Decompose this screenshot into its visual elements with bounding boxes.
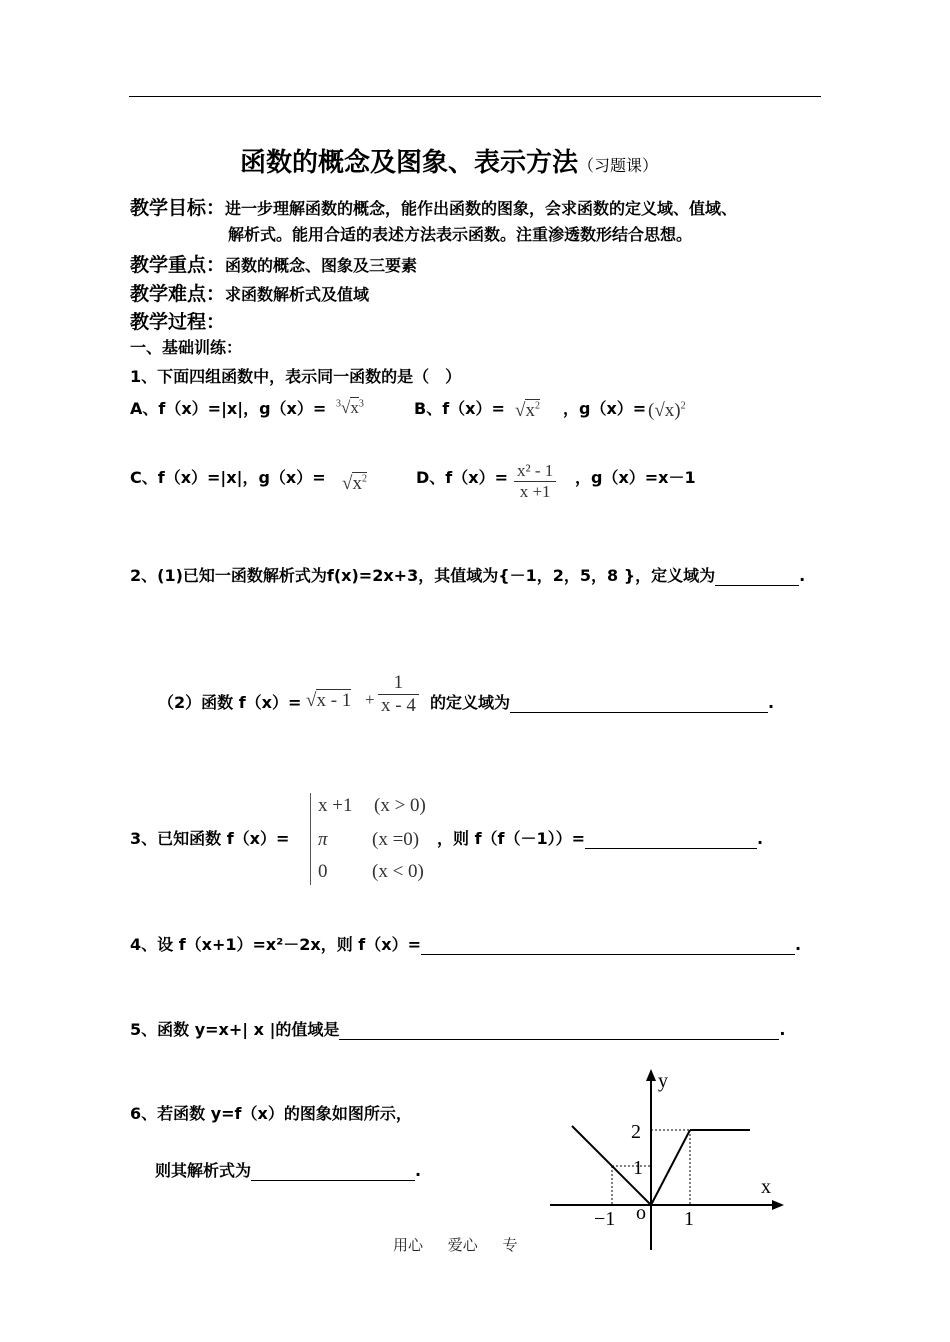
- q6-answer-blank: [251, 1162, 415, 1181]
- q5: 5、函数 y=x+| x |的值域是 .: [130, 1020, 786, 1039]
- q2-part2-tail: 的定义域为 .: [430, 693, 775, 712]
- x-label: x: [761, 1176, 771, 1198]
- tick-xm1: −1: [594, 1208, 616, 1230]
- q1-option-d: D、f（x）=: [416, 468, 508, 487]
- q3-case-3: 0 (x < 0): [318, 861, 424, 882]
- q4-answer-blank: [421, 936, 795, 955]
- q2-part2-answer-blank: [510, 694, 768, 713]
- q3-label: 3、已知函数 f（x）=: [130, 829, 290, 848]
- y-label: y: [658, 1070, 668, 1092]
- page-title: 函数的概念及图象、表示方法（习题课）: [240, 148, 659, 178]
- teaching-difficulty: 教学难点：求函数解析式及值域: [130, 283, 370, 305]
- tick-x1: 1: [684, 1208, 694, 1230]
- function-graph: [540, 1065, 800, 1257]
- q1-option-d-g: ，g（x）=x－1: [575, 468, 696, 487]
- q1-b-sqrt-squared: $(√x)^2$: [648, 400, 686, 421]
- q2-part1: 2、(1)已知一函数解析式为f(x)=2x+3，其值域为{－1，2，5，8 }，定义域为 .: [130, 566, 806, 585]
- q1-stem: 1、下面四组函数中，表示同一函数的是（ ）: [130, 367, 462, 386]
- teaching-key: 教学重点：函数的概念、图象及三要素: [130, 254, 418, 276]
- q1-c-sqrt: $√x^2$: [342, 473, 367, 494]
- q1-option-b: B、f（x）=: [414, 399, 505, 418]
- teaching-goal-line2: 解析式。能用合适的表述方法表示函数。注重渗透数形结合思想。: [228, 225, 693, 244]
- y-axis-arrow: [646, 1069, 656, 1081]
- graph-middle-segment: [651, 1130, 690, 1205]
- q1-a-cube-root: $^3√x^3$: [336, 398, 364, 417]
- tick-y1: 1: [633, 1157, 643, 1179]
- q1-option-c: C、f（x）=|x|，g（x）=: [130, 468, 326, 487]
- q1-b-sqrt: $√x^2$: [515, 400, 540, 421]
- q2-part1-answer-blank: [715, 567, 799, 586]
- q5-answer-blank: [339, 1021, 779, 1040]
- section-basic-training: 一、基础训练：: [130, 338, 243, 357]
- q2-plus: +: [365, 690, 375, 709]
- page-footer: 用心 爱心 专: [393, 1236, 518, 1254]
- q1-option-a: A、f（x）=|x|，g（x）=: [130, 399, 327, 418]
- q3-case-1: x +1 (x > 0): [318, 795, 426, 816]
- teaching-process: 教学过程：: [130, 311, 226, 333]
- q2-sqrt: √x - 1: [306, 690, 352, 711]
- x-axis-arrow: [772, 1200, 784, 1210]
- q4: 4、设 f（x+1）=x²－2x，则 f（x）= .: [130, 935, 802, 954]
- tick-y2: 2: [631, 1121, 641, 1143]
- q3-tail: ，则 f（f（－1））= .: [437, 829, 764, 848]
- q2-part2-label: （2）函数 f（x）=: [158, 693, 302, 712]
- q6-line1: 6、若函数 y=f（x）的图象如图所示，: [130, 1104, 412, 1123]
- teaching-goal: 教学目标：进一步理解函数的概念，能作出函数的图象，会求函数的定义域、值域、: [130, 197, 738, 219]
- q2-fraction: $\frac{1}{x - 4}$: [378, 672, 419, 717]
- title-subtitle: （习题课）: [578, 156, 659, 175]
- top-rule: [129, 96, 821, 97]
- q3-brace: [310, 793, 315, 885]
- q3-answer-blank: [585, 830, 757, 849]
- q6-line2: 则其解析式为 .: [155, 1161, 422, 1180]
- origin-label: o: [636, 1202, 646, 1224]
- q1-option-b-g: ，g（x）=: [563, 399, 647, 418]
- q1-d-fraction: $\frac{\text{x² - 1}}{x +1}$: [514, 461, 556, 502]
- q3-case-2: π (x =0): [318, 829, 420, 850]
